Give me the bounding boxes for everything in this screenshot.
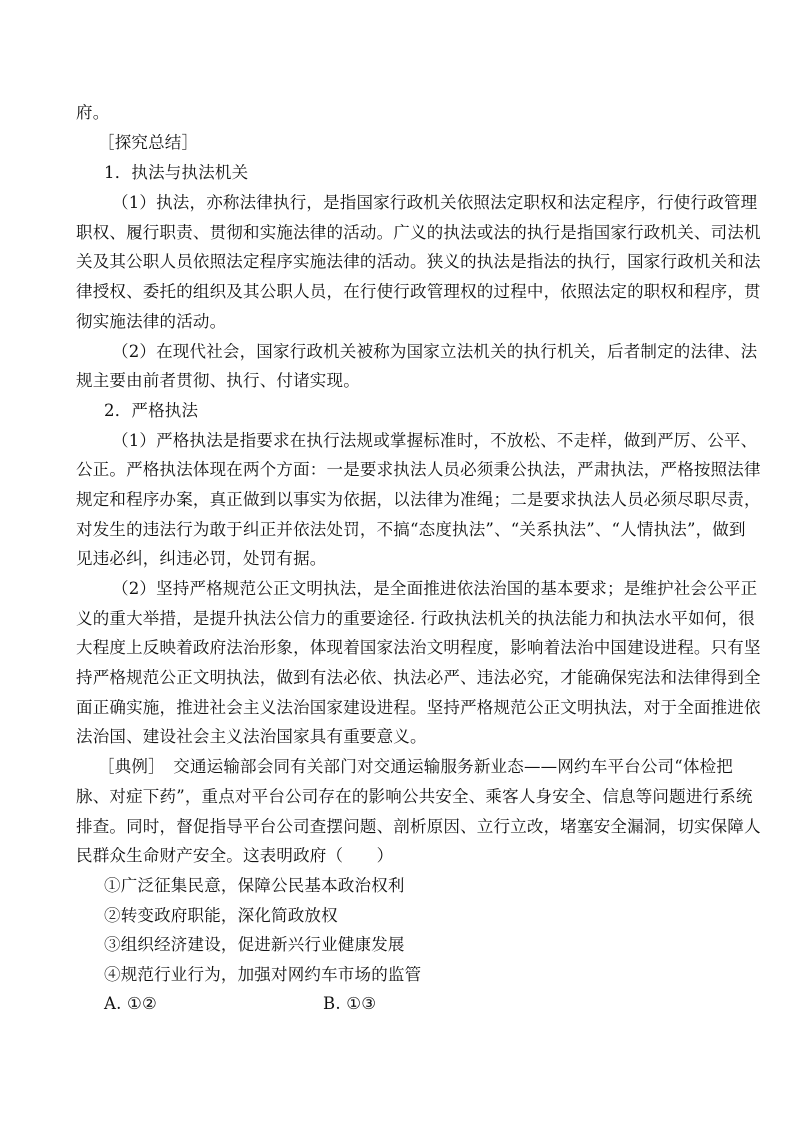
text-line: 持严格规范公正文明执法，做到有法必依、执法必严、违法必究，才能确保宪法和法律得到全 xyxy=(76,668,761,687)
subheading: 1．执法与执法机关 xyxy=(104,163,249,182)
text-line: 规定和程序办案，真正做到以事实为依据，以法律为准绳；二是要求执法人员必须尽职尽责， xyxy=(76,490,761,509)
section-heading: ［探究总结］ xyxy=(98,133,199,152)
text-line: （2）坚持严格规范公正文明执法，是全面推进依法治国的基本要求；是维护社会公平正 xyxy=(112,579,758,598)
text-line: 面正确实施，推进社会主义法治国家建设进程。坚持严格规范公正文明执法，对于全面推进依 xyxy=(76,698,761,717)
text-line: 彻实施法律的活动。 xyxy=(76,312,227,331)
example-line: ［典例］ 交通运输部会同有关部门对交通运输服务新业态——网约车平台公司“体检把 xyxy=(98,757,733,776)
option-a[interactable]: A. ①② xyxy=(104,994,157,1013)
example-line: 脉、对症下药”，重点对平台公司存在的影响公共安全、乘客人身安全、信息等问题进行系统 xyxy=(76,787,753,806)
text-line: 关及其公职人员依照法定程序实施法律的活动。狭义的执法是指法的执行，国家行政机关和法 xyxy=(76,252,761,271)
text-line: 法治国、建设社会主义法治国家具有重要意义。 xyxy=(76,727,427,746)
text-line: 公正。严格执法体现在两个方面：一是要求执法人员必须秉公执法，严肃执法，严格按照法律 xyxy=(76,460,761,479)
text-line: （1）严格执法是指要求在执行法规或掌握标准时，不放松、不走样，做到严厉、公平、 xyxy=(112,431,758,450)
text-line: 对发生的违法行为敢于纠正并依法处罚，不搞“态度执法”、“关系执法”、“人情执法”，做到 xyxy=(76,520,746,539)
subheading: 2．严格执法 xyxy=(104,401,199,420)
text-line: 府。 xyxy=(76,103,110,122)
options-row xyxy=(0,992,794,1016)
text-line: 规主要由前者贯彻、执行、付诸实现。 xyxy=(76,371,360,390)
choice-statement: ②转变政府职能，深化简政放权 xyxy=(104,906,338,925)
text-line: 律授权、委托的组织及其公职人员，在行使行政管理权的过程中，依照法定的职权和程序，贯 xyxy=(76,282,761,301)
option-b[interactable]: B. ①③ xyxy=(323,994,377,1013)
example-line: 排查。同时，督促指导平台公司查摆问题、剖析原因、立行立改，堵塞安全漏洞，切实保障人 xyxy=(76,817,761,836)
text-line: 大程度上反映着政府法治形象，体现着国家法治文明程度，影响着法治中国建设进程。只有坚 xyxy=(76,638,761,657)
text-line: （1）执法，亦称法律执行，是指国家行政机关依照法定职权和法定程序，行使行政管理 xyxy=(112,193,758,212)
text-line: （2）在现代社会，国家行政机关被称为国家立法机关的执行机关，后者制定的法律、法 xyxy=(112,342,758,361)
choice-statement: ③组织经济建设，促进新兴行业健康发展 xyxy=(104,935,405,954)
choice-statement: ④规范行业行为，加强对网约车市场的监管 xyxy=(104,965,422,984)
example-line: 民群众生命财产安全。这表明政府（ ） xyxy=(76,846,394,865)
text-line: 职权、履行职责、贯彻和实施法律的活动。广义的执法或法的执行是指国家行政机关、司法机 xyxy=(76,223,761,242)
text-line: 见违必纠，纠违必罚，处罚有据。 xyxy=(76,549,327,568)
text-line: 义的重大举措，是提升执法公信力的重要途径. 行政执法机关的执法能力和执法水平如何，很 xyxy=(76,609,755,628)
choice-statement: ①广泛征集民意，保障公民基本政治权利 xyxy=(104,876,405,895)
